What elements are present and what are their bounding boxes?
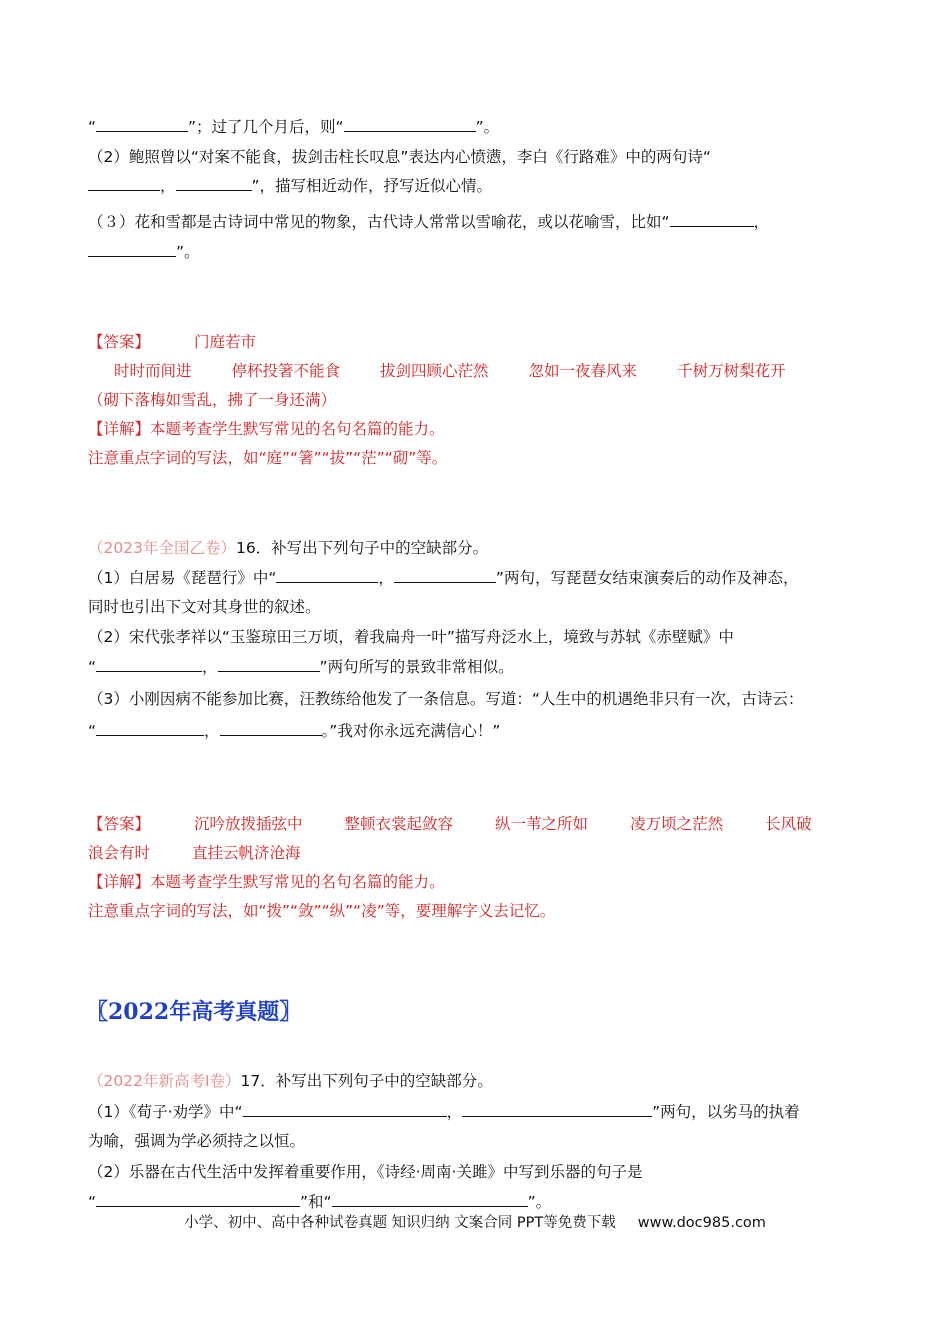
answer-blank bbox=[462, 1102, 652, 1117]
detail-label: 【详解】 bbox=[88, 873, 151, 891]
answer-line: 浪会有时 直挂云帆济沧海 bbox=[88, 844, 301, 862]
detail-line: 【详解】本题考查学生默写常见的名句名篇的能力。 bbox=[88, 873, 445, 891]
note-line: 注意重点字词的写法，如“庭”“箸”“拔”“茫”“砌”等。 bbox=[88, 449, 448, 467]
answer-blank bbox=[220, 721, 322, 736]
answer-label: 【答案】 bbox=[88, 815, 151, 833]
answer-line: 时时而间进 停杯投箸不能食 拔剑四顾心茫然 忽如一夜春风来 千树万树梨花开 bbox=[114, 362, 786, 380]
answer-blank bbox=[670, 212, 754, 227]
note-line: 注意重点字词的写法，如“拨”“敛”“纵”“凌”等，要理解字义去记忆。 bbox=[88, 902, 556, 920]
question-line: “ ”；过了几个月后，则“ ”。 bbox=[88, 118, 500, 136]
question-source: （2022年新高考Ⅰ卷） bbox=[88, 1072, 241, 1090]
question-line: （３）花和雪都是古诗词中常见的物象，古代诗人常常以雪喻花，或以花喻雪，比如“ ， bbox=[88, 213, 770, 231]
answer-label: 【答案】 bbox=[88, 333, 151, 351]
answer-blank bbox=[218, 657, 320, 672]
question-line: （2）宋代张孝祥以“玉鉴琼田三万顷，着我扁舟一叶”描写舟泛水上，境致与苏轼《赤壁赋》中 bbox=[88, 628, 734, 646]
question-title: （2023年全国乙卷）16．补写出下列句子中的空缺部分。 bbox=[88, 539, 489, 557]
answer-line: 【答案】 门庭若市 bbox=[88, 333, 257, 351]
question-line: “ ， 。”我对你永远充满信心！” bbox=[88, 722, 501, 740]
question-line: （3）小刚因病不能参加比赛，汪教练给他发了一条信息。写道：“人生中的机遇绝非只有一次，古诗云： bbox=[88, 690, 804, 708]
question-line: 同时也引出下文对其身世的叙述。 bbox=[88, 598, 321, 616]
question-line: （2）鲍照曾以“对案不能食，拔剑击柱长叹息”表达内心愤懑，李白《行路难》中的两句诗“ bbox=[88, 148, 711, 166]
question-line: “ ”和“ ”。 bbox=[88, 1193, 552, 1211]
question-line: （1）白居易《琵琶行》中“ ， ”两句，写琵琶女结束演奏后的动作及神态， bbox=[88, 569, 799, 587]
answer-blank bbox=[96, 721, 204, 736]
footer-text: 小学、初中、高中各种试卷真题 知识归纳 文案合同 PPT等免费下载 bbox=[184, 1215, 616, 1231]
answer-blank bbox=[344, 117, 476, 132]
question-title: （2022年新高考Ⅰ卷）17．补写出下列句子中的空缺部分。 bbox=[88, 1072, 493, 1090]
section-heading: 〖2022年高考真题〗 bbox=[86, 999, 302, 1025]
answer-blank bbox=[332, 1192, 528, 1207]
answer-line: （砌下落梅如雪乱，拂了一身还满） bbox=[88, 391, 337, 409]
answer-blank bbox=[176, 176, 252, 191]
detail-label: 【详解】 bbox=[88, 420, 151, 438]
question-source: （2023年全国乙卷） bbox=[88, 539, 236, 557]
page-footer bbox=[0, 1213, 950, 1233]
answer-blank bbox=[276, 568, 378, 583]
answer-blank bbox=[88, 176, 160, 191]
detail-line: 【详解】本题考查学生默写常见的名句名篇的能力。 bbox=[88, 420, 445, 438]
answer-blank bbox=[96, 1192, 300, 1207]
answer-blank bbox=[96, 117, 188, 132]
question-line: ”。 bbox=[88, 241, 200, 263]
answer-blank bbox=[88, 242, 176, 257]
question-line: （1）《荀子·劝学》中“ ， ”两句，以劣马的执着 bbox=[88, 1103, 800, 1121]
answer-blank bbox=[96, 657, 202, 672]
answer-blank bbox=[394, 568, 496, 583]
footer-url: www.doc985.com bbox=[637, 1215, 766, 1231]
answer-line: 【答案】 沉吟放拨插弦中 整顿衣裳起敛容 纵一苇之所如 凌万顷之茫然 长风破 bbox=[88, 815, 812, 833]
question-line: ， ”，描写相近动作，抒写近似心情。 bbox=[88, 175, 492, 197]
question-line: （2）乐器在古代生活中发挥着重要作用，《诗经·周南·关雎》中写到乐器的句子是 bbox=[88, 1163, 643, 1181]
answer-blank bbox=[243, 1102, 447, 1117]
question-line: 为喻，强调为学必须持之以恒。 bbox=[88, 1132, 306, 1150]
question-line: “ ， ”两句所写的景致非常相似。 bbox=[88, 658, 514, 676]
